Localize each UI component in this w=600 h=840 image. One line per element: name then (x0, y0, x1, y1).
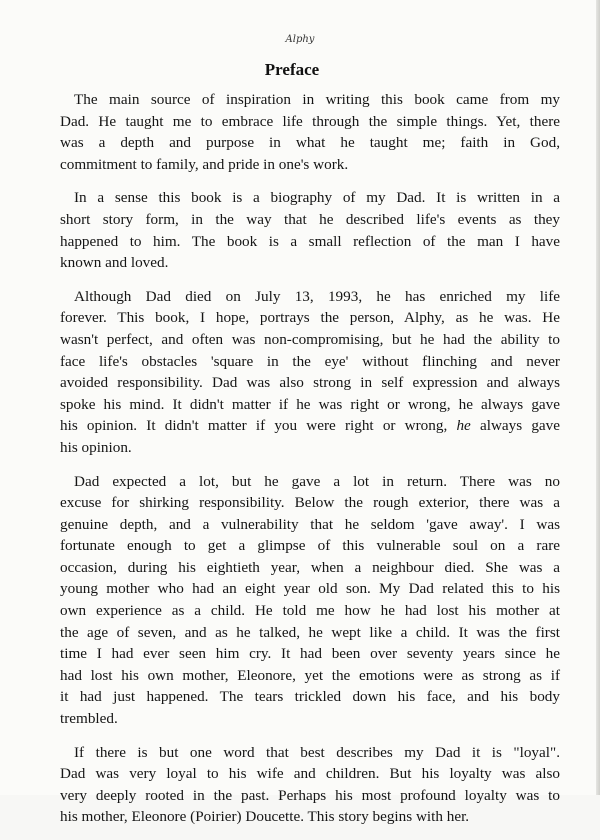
page-title: Preface (264, 60, 320, 79)
paragraph-4 (60, 471, 560, 730)
text-line: very deeply rooted in the past. Perhaps his most profound loyalty was to (60, 786, 560, 804)
text-line: commitment to family, and pride in one's work. (60, 155, 349, 173)
text-line: genuine depth, and a vulnerability that he seldom 'gave away'. I was (60, 515, 560, 533)
text-line: it had just happened. The tears trickled down his face, and his body (60, 688, 560, 706)
paragraph-2 (60, 187, 560, 273)
text-line: had lost his own mother, Eleonore, yet the emotions were as strong as if (60, 666, 560, 684)
paragraph-3 (60, 286, 560, 459)
text-line: known and loved. (60, 254, 169, 272)
text-line: Dad. He taught me to embrace life through the simple things. Yet, there (60, 112, 560, 130)
page-binding-edge (596, 0, 600, 795)
text-line: his mother, Eleonore (Poirier) Doucette. This story begins with her. (60, 808, 470, 826)
text-line: the age of seven, and as he talked, he wept like a child. It was the first (60, 623, 560, 641)
text-line: Although Dad died on July 13, 1993, he has enriched my life (74, 287, 560, 305)
text-line: short story form, in the way that he described life's events as they (60, 210, 560, 228)
running-head: Alphy (285, 34, 315, 45)
text-line: fortunate enough to get a glimpse of this vulnerable soul on a rare (60, 537, 560, 555)
text-line: young mother who had an eight year old son. My Dad related this to his (60, 580, 560, 598)
paragraph-5 (60, 742, 560, 828)
preface-body (60, 89, 560, 840)
text-line: own experience as a child. He told me how he had lost his mother at (60, 602, 560, 620)
text-line: The main source of inspiration in writing this book came from my (74, 91, 560, 108)
text-line: face life's obstacles 'square in the eye' without flinching and never (60, 352, 560, 370)
text-line: Dad was very loyal to his wife and children. But his loyalty was also (60, 765, 560, 783)
text-line: occasion, during his eightieth year, when a neighbour died. She was a (60, 558, 560, 576)
text-line-with-emphasis (60, 415, 560, 437)
text-line: trembled. (60, 710, 118, 728)
emphasized-word: he (456, 417, 471, 435)
paragraph-1 (60, 89, 560, 175)
text-segment: his opinion. It didn't matter if you were right or wrong, (60, 417, 448, 435)
text-line: avoided responsibility. Dad was also strong in self expression and always (60, 374, 560, 392)
text-line: excuse for shirking responsibility. Below the rough exterior, there was a (60, 494, 560, 512)
text-line: Dad expected a lot, but he gave a lot in return. There was no (74, 472, 560, 490)
text-line: time I had ever seen him cry. It had been over seventy years since he (60, 645, 560, 663)
text-line: happened to him. The book is a small reflection of the man I have (60, 232, 560, 250)
text-line: spoke his mind. It didn't matter if he was right or wrong, he always gave (60, 395, 560, 413)
text-line: In a sense this book is a biography of my Dad. It is written in a (74, 189, 560, 207)
text-line: forever. This book, I hope, portrays the person, Alphy, as he was. He (60, 309, 560, 327)
text-segment: always gave (470, 417, 561, 435)
text-line: was a depth and purpose in what he taught me; faith in God, (60, 134, 560, 152)
text-line: his opinion. (60, 438, 132, 456)
text-line: If there is but one word that best describes my Dad it is "loyal". (74, 743, 560, 761)
text-line: wasn't perfect, and often was non-compromising, but he had the ability to (60, 330, 560, 348)
